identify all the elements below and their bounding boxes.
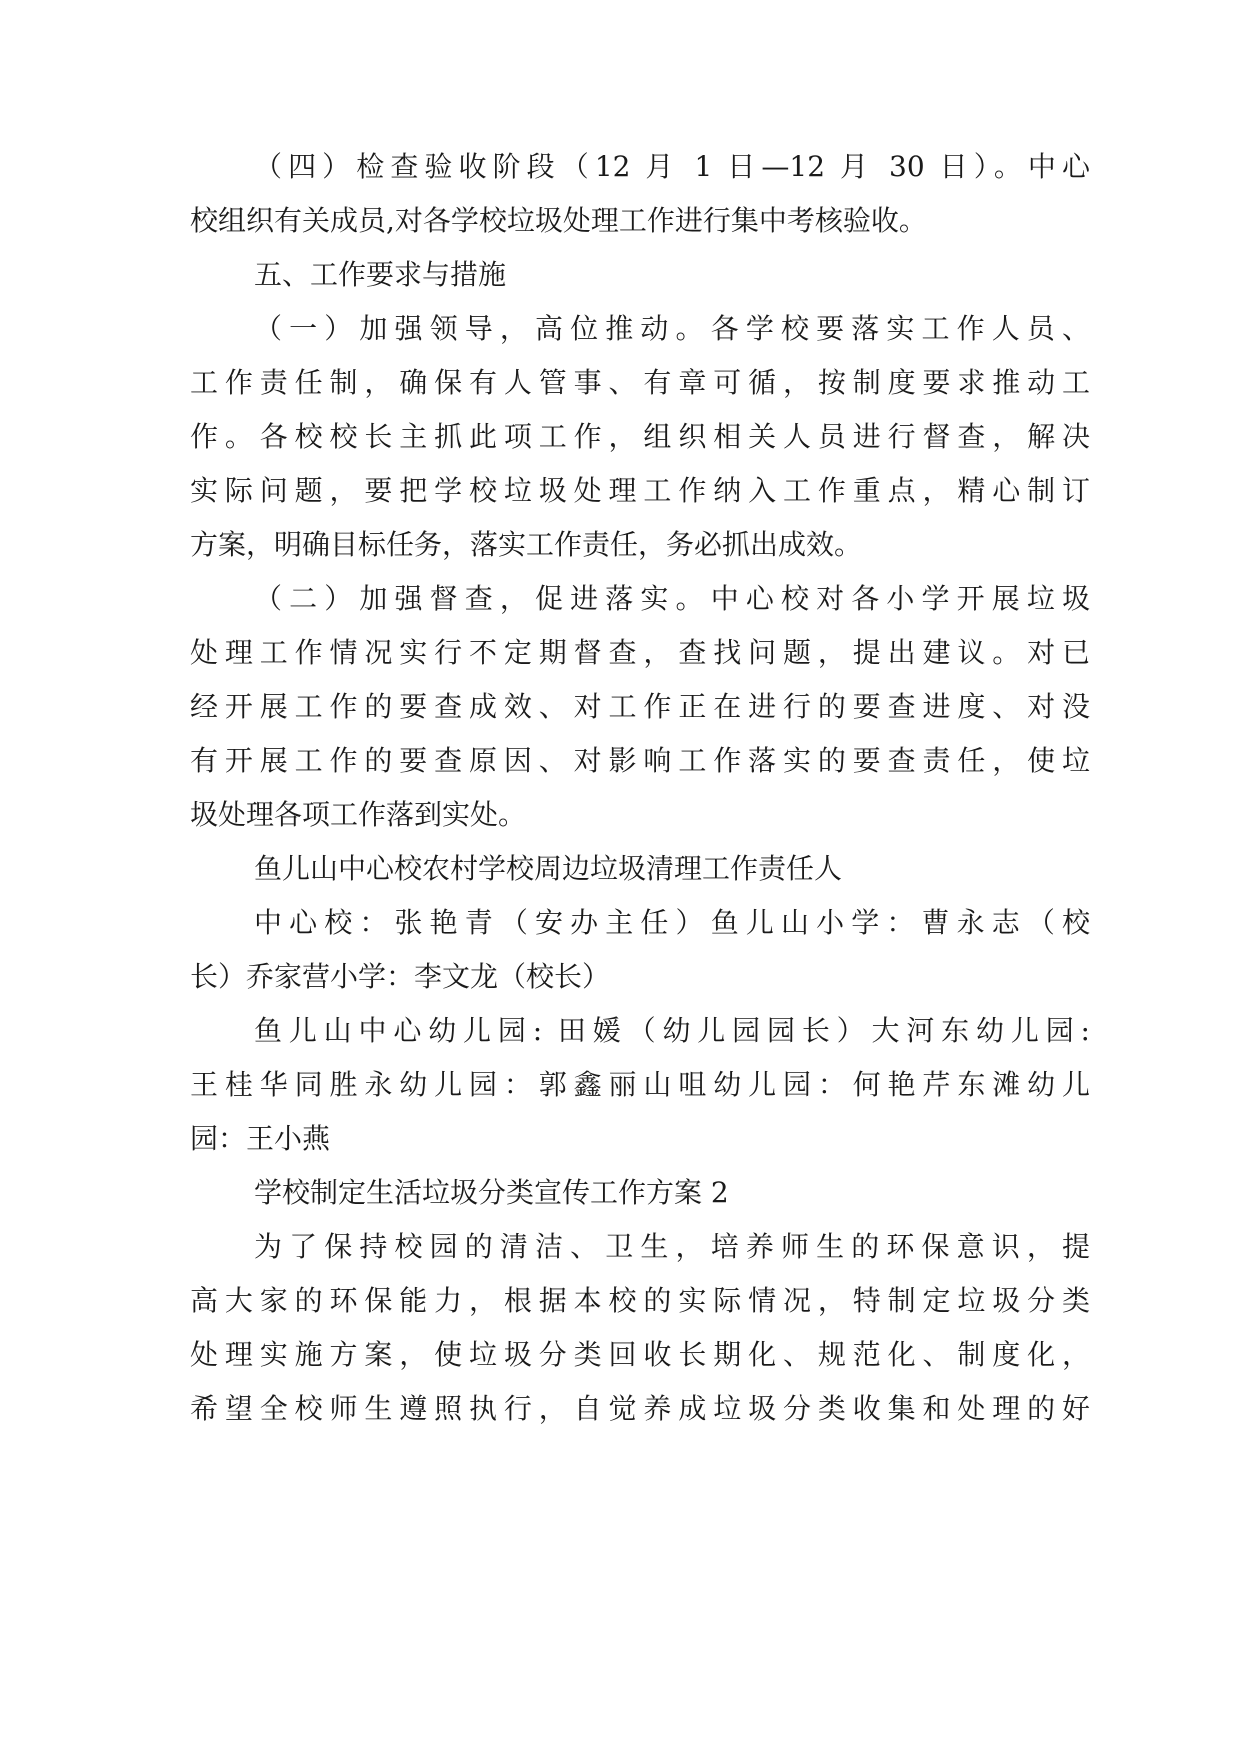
- paragraph-line: 处理实施方案，使垃圾分类回收长期化、规范化、制度化，: [190, 1338, 1090, 1371]
- paragraph-line: （四）检查验收阶段（12 月 1 日—12 月 30 日）。中心: [254, 150, 1090, 183]
- paragraph-line: 作。各校校长主抓此项工作，组织相关人员进行督查，解决: [190, 420, 1090, 453]
- paragraph-line: 王桂华同胜永幼儿园：郭鑫丽山咀幼儿园：何艳芹东滩幼儿: [190, 1068, 1090, 1101]
- paragraph-line: 经开展工作的要查成效、对工作正在进行的要查进度、对没: [190, 690, 1090, 723]
- paragraph-line: 鱼儿山中心幼儿园: 田媛（幼儿园园长）大河东幼儿园:: [254, 1014, 1090, 1047]
- paragraph-line: 有开展工作的要查原因、对影响工作落实的要查责任，使垃: [190, 744, 1090, 777]
- paragraph-line: 长）乔家营小学：李文龙（校长）: [190, 960, 611, 993]
- paragraph-line: 中心校：张艳青（安办主任）鱼儿山小学：曹永志（校: [254, 906, 1090, 939]
- paragraph-line: （一）加强领导，高位推动。各学校要落实工作人员、: [254, 312, 1090, 345]
- paragraph-line: 实际问题，要把学校垃圾处理工作纳入工作重点，精心制订: [190, 474, 1090, 507]
- paragraph-line: 高大家的环保能力，根据本校的实际情况，特制定垃圾分类: [190, 1284, 1090, 1317]
- paragraph-line: 处理工作情况实行不定期督查，查找问题，提出建议。对已: [190, 636, 1090, 669]
- paragraph-line: 方案，明确目标任务，落实工作责任，务必抓出成效。: [190, 528, 863, 561]
- paragraph-line: 工作责任制，确保有人管事、有章可循，按制度要求推动工: [190, 366, 1090, 399]
- paragraph-line: 圾处理各项工作落到实处。: [190, 798, 527, 831]
- paragraph-line: 校组织有关成员,对各学校垃圾处理工作进行集中考核验收。: [190, 204, 927, 237]
- paragraph-line: 为了保持校园的清洁、卫生，培养师生的环保意识，提: [254, 1230, 1090, 1263]
- paragraph-line: 园：王小燕: [190, 1122, 331, 1155]
- paragraph-line: （二）加强督查，促进落实。中心校对各小学开展垃圾: [254, 582, 1090, 615]
- section-heading: 五、工作要求与措施: [254, 258, 507, 291]
- paragraph-line: 希望全校师生遵照执行，自觉养成垃圾分类收集和处理的好: [190, 1392, 1090, 1425]
- document-title: 学校制定生活垃圾分类宣传工作方案 2: [254, 1176, 729, 1209]
- paragraph-line: 鱼儿山中心校农村学校周边垃圾清理工作责任人: [254, 852, 843, 885]
